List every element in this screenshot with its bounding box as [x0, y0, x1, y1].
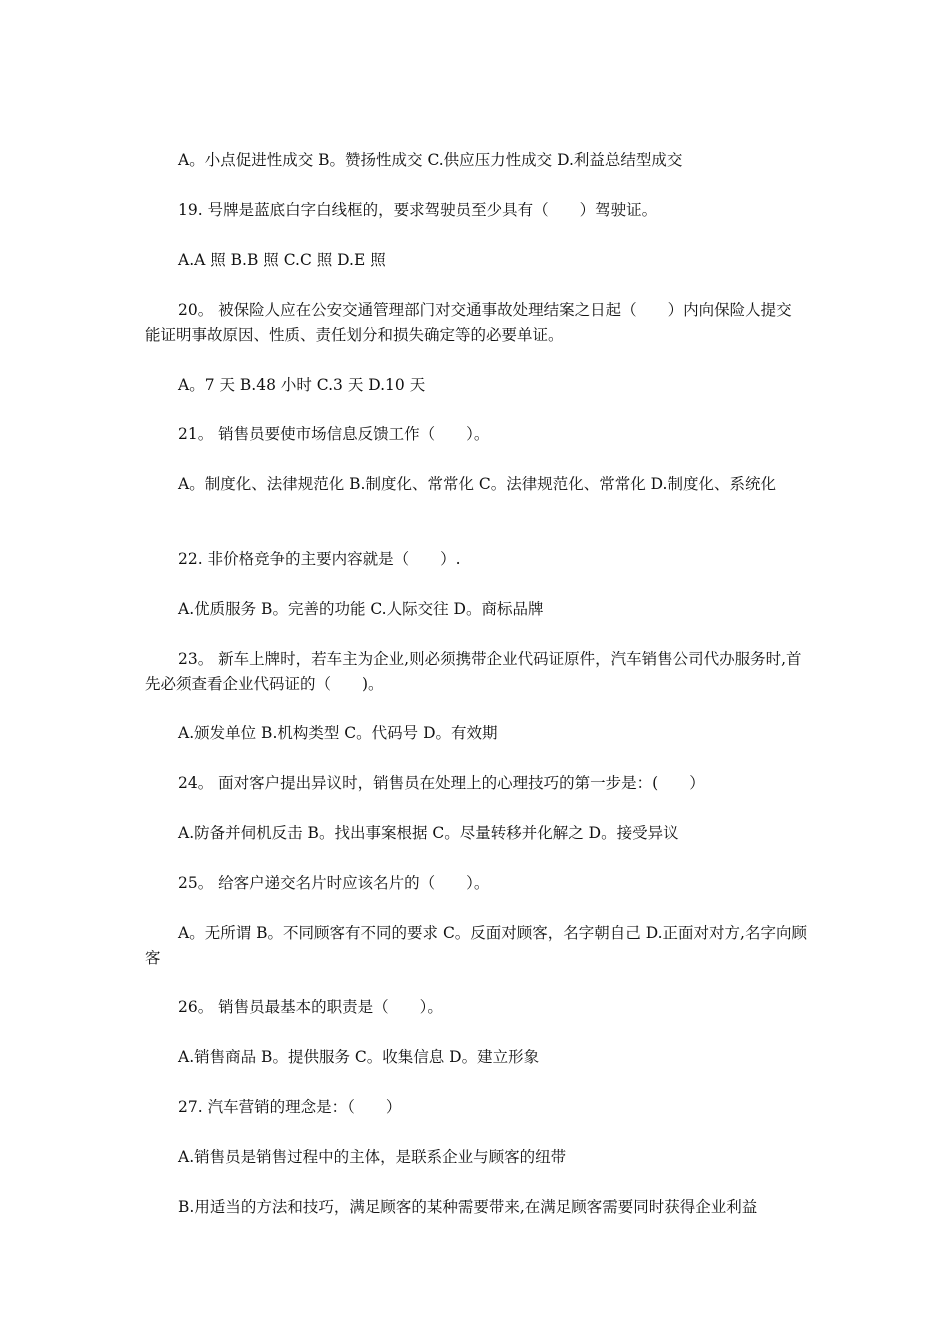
answer-options-18: A。小点促进性成交 B。赞扬性成交 C.供应压力性成交 D.利益总结型成交: [178, 151, 683, 169]
answer-options-20: A。7 天 B.48 小时 C.3 天 D.10 天: [178, 376, 426, 394]
question-24: 24。 面对客户提出异议时，销售员在处理上的心理技巧的第一步是：( ）: [178, 774, 705, 792]
answer-options-21: A。制度化、法律规范化 B.制度化、常常化 C。法律规范化、常常化 D.制度化、系统化: [178, 475, 776, 493]
answer-options-24: A.防备并伺机反击 B。找出事案根据 C。尽量转移并化解之 D。接受异议: [178, 824, 679, 842]
answer-options-23: A.颁发单位 B.机构类型 C。代码号 D。有效期: [178, 724, 498, 742]
question-21: 21。 销售员要使市场信息反馈工作（ ）。: [178, 425, 490, 443]
answer-options-25: A。无所谓 B。不同顾客有不同的要求 C。反面对顾客，名字朝自己 D.正面对对方,名字向顾客: [145, 924, 807, 967]
answer-options-22: A.优质服务 B。完善的功能 C.人际交往 D。商标品牌: [178, 600, 544, 618]
question-25: 25。 给客户递交名片时应该名片的（ ）。: [178, 874, 490, 892]
answer-option-27-b: B.用适当的方法和技巧，满足顾客的某种需要带来,在满足顾客需要同时获得企业利益: [178, 1198, 758, 1216]
answer-option-27-a: A.销售员是销售过程中的主体，是联系企业与顾客的纽带: [178, 1148, 567, 1166]
question-22: 22. 非价格竞争的主要内容就是（ ）.: [178, 550, 461, 568]
question-26: 26。 销售员最基本的职责是（ ）。: [178, 998, 443, 1016]
answer-options-26: A.销售商品 B。提供服务 C。收集信息 D。建立形象: [178, 1048, 540, 1066]
question-23: 23。 新车上牌时，若车主为企业,则必须携带企业代码证原件，汽车销售公司代办服务时,首先必须查看企业代码证的（ )。: [145, 650, 802, 693]
question-20: 20。 被保险人应在公安交通管理部门对交通事故处理结案之日起（ ）内向保险人提交能证明事故原因、性质、责任划分和损失确定等的必要单证。: [145, 301, 792, 344]
question-27: 27. 汽车营销的理念是：（ ）: [178, 1098, 402, 1116]
answer-options-19: A.A 照 B.B 照 C.C 照 D.E 照: [178, 251, 386, 269]
question-19: 19. 号牌是蓝底白字白线框的，要求驾驶员至少具有（ ）驾驶证。: [178, 201, 658, 219]
